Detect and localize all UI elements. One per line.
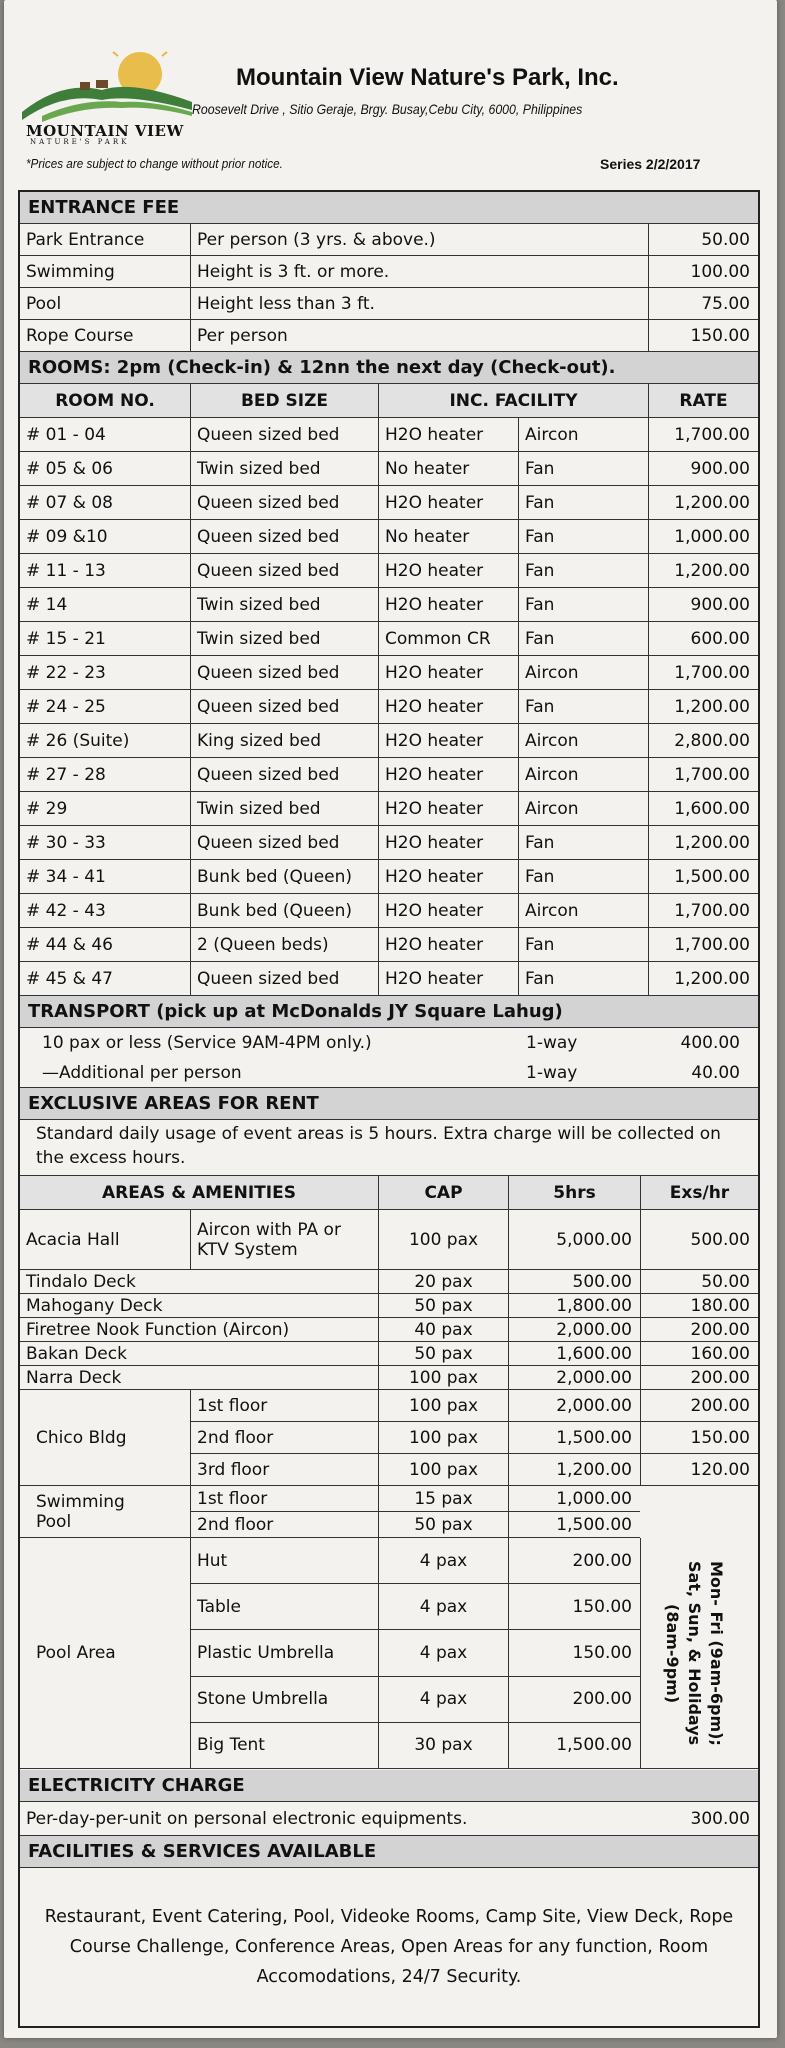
sub-exs: 120.00: [640, 1454, 758, 1485]
area-5hrs: 1,800.00: [508, 1294, 640, 1317]
price-table-frame: [18, 190, 760, 2028]
hours-weekend: Sat, Sun, & Holidays: [685, 1561, 704, 1746]
area-name: Firetree Nook Function (Aircon): [26, 1319, 290, 1340]
logo-text: MOUNTAIN VIEW: [26, 122, 184, 140]
exclusive-note: Standard daily usage of event areas is 5 hours. Extra charge will be collected on the excess hours.: [20, 1120, 758, 1176]
room-number: # 01 - 04: [26, 424, 106, 445]
room-rate: 1,700.00: [648, 894, 758, 927]
sub-exs: 150.00: [640, 1422, 758, 1453]
room-row: [20, 690, 758, 724]
sub-5hrs: 1,500.00: [508, 1512, 640, 1537]
acacia-exs: 500.00: [640, 1210, 758, 1269]
room-row: [20, 962, 758, 996]
room-heater: Common CR: [378, 622, 518, 655]
sub-5hrs: 200.00: [508, 1538, 640, 1583]
group-name-line: Chico Bldg: [36, 1427, 127, 1448]
header-5hrs: 5hrs: [508, 1176, 640, 1209]
room-row: [20, 554, 758, 588]
series-label: Series 2/2/2017: [600, 156, 701, 172]
electricity-row: [20, 1802, 758, 1836]
facilities-text: Restaurant, Event Catering, Pool, Videoke Rooms, Camp Site, View Deck, Rope Course Challenge, Conference Areas, Open Areas for any function, Room Accomodations, 24/7 Security.: [44, 1907, 734, 1987]
room-bed-size: Queen sized bed: [190, 520, 378, 553]
acacia-desc: Aircon with PA or KTV System: [190, 1210, 378, 1269]
room-cooling: Aircon: [518, 894, 648, 927]
entrance-row: [20, 288, 758, 320]
entrance-row: [20, 320, 758, 352]
header-areas: AREAS & AMENITIES: [102, 1182, 296, 1203]
area-row: [20, 1294, 758, 1318]
sub-name: 1st floor: [190, 1486, 378, 1511]
transport-desc: 10 pax or less (Service 9AM-4PM only.): [42, 1033, 372, 1053]
sub-cap: 50 pax: [378, 1512, 508, 1537]
area-name: Narra Deck: [26, 1367, 122, 1388]
header-exs-hr: Exs/hr: [640, 1176, 758, 1209]
room-number: # 14: [26, 594, 68, 615]
room-cooling: Aircon: [518, 656, 648, 689]
room-rate: 1,700.00: [648, 928, 758, 961]
swim-group-name: [20, 1486, 190, 1538]
sub-row: [190, 1677, 640, 1723]
sub-name: 2nd floor: [190, 1512, 378, 1537]
sub-exs: 200.00: [640, 1390, 758, 1421]
area-5hrs: 2,000.00: [508, 1318, 640, 1341]
exclusive-section-title: EXCLUSIVE AREAS FOR RENT: [20, 1088, 758, 1120]
room-row: [20, 520, 758, 554]
sub-name: Big Tent: [190, 1723, 378, 1768]
room-row: [20, 826, 758, 860]
sub-5hrs: 200.00: [508, 1677, 640, 1722]
room-bed-size: Queen sized bed: [190, 758, 378, 791]
sub-row: [190, 1390, 758, 1422]
area-name: Tindalo Deck: [26, 1271, 136, 1292]
header: [4, 0, 777, 185]
sub-cap: 100 pax: [378, 1390, 508, 1421]
sub-name: Stone Umbrella: [190, 1677, 378, 1722]
hours-weekday: Mon- Fri (9am-6pm);: [707, 1561, 726, 1746]
hours-cell: [640, 1538, 758, 1769]
sub-cap: 100 pax: [378, 1454, 508, 1485]
group-name-line: Swimming: [36, 1491, 125, 1512]
room-rate: 1,700.00: [648, 418, 758, 451]
room-row: [20, 894, 758, 928]
room-cooling: Fan: [518, 588, 648, 621]
entrance-item: Swimming: [26, 261, 115, 282]
transport-price: 400.00: [680, 1033, 740, 1053]
acacia-row: [20, 1210, 758, 1270]
transport-price: 40.00: [691, 1062, 740, 1083]
room-cooling: Fan: [518, 520, 648, 553]
room-cooling: Fan: [518, 452, 648, 485]
exclusive-header-row: [20, 1176, 758, 1210]
room-row: [20, 418, 758, 452]
entrance-desc: Height is 3 ft. or more.: [190, 256, 648, 287]
area-exs: 200.00: [640, 1318, 758, 1341]
sub-name: Plastic Umbrella: [190, 1630, 378, 1675]
room-rate: 1,200.00: [648, 554, 758, 587]
entrance-price: 150.00: [648, 320, 758, 351]
group-name-line: Pool Area: [36, 1643, 116, 1663]
room-cooling: Fan: [518, 486, 648, 519]
sub-5hrs: 150.00: [508, 1584, 640, 1629]
sub-cap: 4 pax: [378, 1677, 508, 1722]
sub-cap: 4 pax: [378, 1630, 508, 1675]
room-rate: 1,200.00: [648, 690, 758, 723]
acacia-5hrs: 5,000.00: [508, 1210, 640, 1269]
entrance-desc: Per person: [190, 320, 648, 351]
room-rate: 1,200.00: [648, 962, 758, 995]
electricity-price: 300.00: [690, 1808, 750, 1829]
room-bed-size: Bunk bed (Queen): [190, 894, 378, 927]
sub-name: 1st floor: [190, 1390, 378, 1421]
room-row: [20, 860, 758, 894]
transport-desc: —Additional per person: [42, 1062, 242, 1083]
room-number: # 27 - 28: [26, 764, 106, 785]
room-bed-size: Queen sized bed: [190, 554, 378, 587]
entrance-item: Rope Course: [26, 325, 134, 346]
room-row: [20, 656, 758, 690]
facilities-section-title: FACILITIES & SERVICES AVAILABLE: [20, 1836, 758, 1868]
sub-name: 2nd floor: [190, 1422, 378, 1453]
room-bed-size: Twin sized bed: [190, 452, 378, 485]
acacia-cap: 100 pax: [378, 1210, 508, 1269]
area-exs: 50.00: [640, 1270, 758, 1293]
room-heater: H2O heater: [378, 588, 518, 621]
hours-text: [661, 1546, 727, 1761]
company-name: Mountain View Nature's Park, Inc.: [236, 64, 619, 91]
room-number: # 09 &10: [26, 526, 108, 547]
sub-cap: 4 pax: [378, 1584, 508, 1629]
room-heater: H2O heater: [378, 860, 518, 893]
room-rate: 1,500.00: [648, 860, 758, 893]
sub-name: Table: [190, 1584, 378, 1629]
logo-subtext: NATURE'S PARK: [30, 138, 130, 146]
sub-5hrs: 150.00: [508, 1630, 640, 1675]
sub-row: [190, 1584, 640, 1630]
room-number: # 34 - 41: [26, 866, 106, 887]
area-cap: 40 pax: [378, 1318, 508, 1341]
room-number: # 24 - 25: [26, 696, 106, 717]
room-heater: H2O heater: [378, 554, 518, 587]
rooms-header-row: [20, 384, 758, 418]
room-rate: 900.00: [648, 452, 758, 485]
room-cooling: Fan: [518, 928, 648, 961]
room-heater: H2O heater: [378, 894, 518, 927]
room-rate: 1,000.00: [648, 520, 758, 553]
area-cap: 100 pax: [378, 1366, 508, 1389]
room-bed-size: Twin sized bed: [190, 622, 378, 655]
sub-row: [190, 1486, 640, 1512]
entrance-desc: Per person (3 yrs. & above.): [190, 224, 648, 255]
room-cooling: Aircon: [518, 758, 648, 791]
header-rate: RATE: [648, 384, 758, 417]
room-bed-size: Queen sized bed: [190, 486, 378, 519]
entrance-desc: Height less than 3 ft.: [190, 288, 648, 319]
room-cooling: Aircon: [518, 724, 648, 757]
entrance-item: Park Entrance: [26, 229, 145, 250]
room-heater: No heater: [378, 452, 518, 485]
room-cooling: Aircon: [518, 418, 648, 451]
sub-row: [190, 1512, 640, 1538]
area-row: [20, 1318, 758, 1342]
room-rate: 900.00: [648, 588, 758, 621]
room-rate: 600.00: [648, 622, 758, 655]
room-rate: 1,700.00: [648, 656, 758, 689]
electricity-section-title: ELECTRICITY CHARGE: [20, 1770, 758, 1802]
room-bed-size: Twin sized bed: [190, 792, 378, 825]
transport-row: [20, 1028, 758, 1058]
area-5hrs: 500.00: [508, 1270, 640, 1293]
entrance-row: [20, 256, 758, 288]
header-facility: INC. FACILITY: [378, 384, 648, 417]
sub-5hrs: 2,000.00: [508, 1390, 640, 1421]
sub-row: [190, 1723, 640, 1769]
room-number: # 42 - 43: [26, 900, 106, 921]
area-row: [20, 1366, 758, 1390]
sub-row: [190, 1630, 640, 1676]
room-heater: H2O heater: [378, 758, 518, 791]
area-row: [20, 1270, 758, 1294]
price-notice: *Prices are subject to change without prior notice.: [26, 156, 283, 171]
area-cap: 50 pax: [378, 1294, 508, 1317]
room-cooling: Fan: [518, 622, 648, 655]
sub-name: Hut: [190, 1538, 378, 1583]
room-row: [20, 792, 758, 826]
area-exs: 180.00: [640, 1294, 758, 1317]
room-bed-size: Queen sized bed: [190, 690, 378, 723]
area-cap: 20 pax: [378, 1270, 508, 1293]
room-row: [20, 452, 758, 486]
room-number: # 44 & 46: [26, 934, 113, 955]
room-bed-size: Twin sized bed: [190, 588, 378, 621]
room-cooling: Fan: [518, 962, 648, 995]
room-number: # 30 - 33: [26, 832, 106, 853]
hours-weekend-time: (8am-9pm): [663, 1603, 682, 1704]
room-row: [20, 588, 758, 622]
room-row: [20, 622, 758, 656]
sub-5hrs: 1,500.00: [508, 1723, 640, 1768]
room-cooling: Fan: [518, 690, 648, 723]
electricity-desc: Per-day-per-unit on personal electronic equipments.: [26, 1808, 468, 1829]
area-5hrs: 1,600.00: [508, 1342, 640, 1365]
room-heater: H2O heater: [378, 690, 518, 723]
sub-5hrs: 1,200.00: [508, 1454, 640, 1485]
room-bed-size: 2 (Queen beds): [190, 928, 378, 961]
entrance-row: [20, 224, 758, 256]
room-row: [20, 928, 758, 962]
transport-way: 1-way: [526, 1033, 578, 1053]
header-cap: CAP: [378, 1176, 508, 1209]
area-exs: 200.00: [640, 1366, 758, 1389]
room-number: # 15 - 21: [26, 628, 106, 649]
acacia-name: Acacia Hall: [26, 1229, 120, 1250]
room-rate: 1,700.00: [648, 758, 758, 791]
room-rate: 1,200.00: [648, 826, 758, 859]
room-number: # 22 - 23: [26, 662, 106, 683]
room-row: [20, 758, 758, 792]
sub-row: [190, 1422, 758, 1454]
room-number: # 26 (Suite): [26, 730, 130, 751]
room-rate: 1,600.00: [648, 792, 758, 825]
transport-section-title: TRANSPORT (pick up at McDonalds JY Square Lahug): [20, 996, 758, 1028]
sub-cap: 15 pax: [378, 1486, 508, 1511]
pool-group-name: [20, 1538, 190, 1769]
area-exs: 160.00: [640, 1342, 758, 1365]
room-cooling: Fan: [518, 554, 648, 587]
room-bed-size: Queen sized bed: [190, 656, 378, 689]
sub-row: [190, 1454, 758, 1486]
room-heater: H2O heater: [378, 418, 518, 451]
room-row: [20, 724, 758, 758]
area-5hrs: 2,000.00: [508, 1366, 640, 1389]
entrance-item: Pool: [26, 293, 62, 314]
room-cooling: Fan: [518, 860, 648, 893]
room-rate: 2,800.00: [648, 724, 758, 757]
room-rate: 1,200.00: [648, 486, 758, 519]
room-number: # 45 & 47: [26, 968, 113, 989]
room-bed-size: Queen sized bed: [190, 826, 378, 859]
sub-cap: 30 pax: [378, 1723, 508, 1768]
room-number: # 07 & 08: [26, 492, 113, 513]
price-sheet: [4, 0, 777, 2038]
room-heater: H2O heater: [378, 656, 518, 689]
sub-row: [190, 1538, 640, 1584]
header-room-no: ROOM NO.: [55, 390, 155, 411]
room-bed-size: Bunk bed (Queen): [190, 860, 378, 893]
room-heater: H2O heater: [378, 724, 518, 757]
sub-cap: 100 pax: [378, 1422, 508, 1453]
transport-way: 1-way: [526, 1062, 578, 1083]
room-heater: H2O heater: [378, 486, 518, 519]
group-name-line: Pool: [36, 1511, 72, 1532]
room-number: # 29: [26, 798, 68, 819]
rooms-section-title: ROOMS: 2pm (Check-in) & 12nn the next day (Check-out).: [20, 352, 758, 384]
room-bed-size: Queen sized bed: [190, 962, 378, 995]
room-heater: H2O heater: [378, 962, 518, 995]
transport-row: [20, 1058, 758, 1088]
room-bed-size: Queen sized bed: [190, 418, 378, 451]
area-row: [20, 1342, 758, 1366]
room-cooling: Aircon: [518, 792, 648, 825]
header-bed-size: BED SIZE: [190, 384, 378, 417]
sub-name: 3rd floor: [190, 1454, 378, 1485]
room-number: # 05 & 06: [26, 458, 113, 479]
room-row: [20, 486, 758, 520]
entrance-price: 50.00: [648, 224, 758, 255]
area-name: Mahogany Deck: [26, 1295, 163, 1316]
room-heater: H2O heater: [378, 928, 518, 961]
room-heater: H2O heater: [378, 792, 518, 825]
entrance-price: 100.00: [648, 256, 758, 287]
company-address: Roosevelt Drive , Sitio Geraje, Brgy. Busay,Cebu City, 6000, Philippines: [192, 101, 583, 117]
entrance-price: 75.00: [648, 288, 758, 319]
room-bed-size: King sized bed: [190, 724, 378, 757]
entrance-section-title: ENTRANCE FEE: [20, 192, 758, 224]
room-number: # 11 - 13: [26, 560, 106, 581]
sub-cap: 4 pax: [378, 1538, 508, 1583]
area-cap: 50 pax: [378, 1342, 508, 1365]
sub-5hrs: 1,000.00: [508, 1486, 640, 1511]
sub-5hrs: 1,500.00: [508, 1422, 640, 1453]
room-heater: H2O heater: [378, 826, 518, 859]
chico-group-name: [20, 1390, 190, 1486]
area-name: Bakan Deck: [26, 1343, 127, 1364]
room-heater: No heater: [378, 520, 518, 553]
room-cooling: Fan: [518, 826, 648, 859]
